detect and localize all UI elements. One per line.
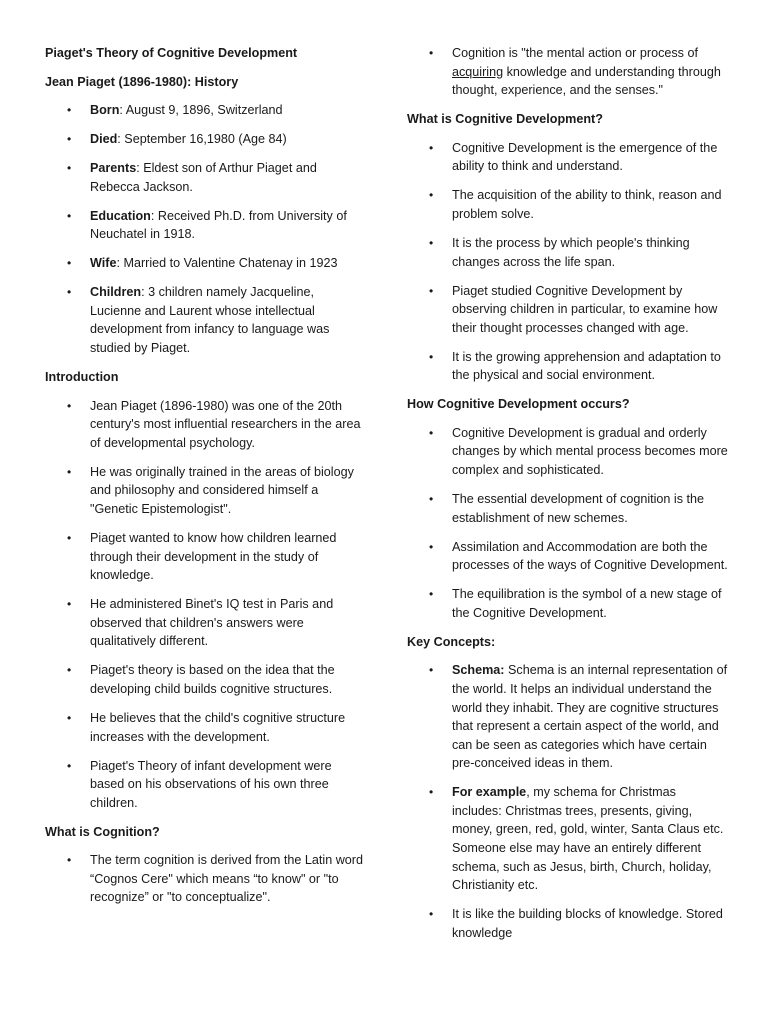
bullet-icon: • bbox=[429, 283, 434, 298]
bullet-icon: • bbox=[67, 208, 72, 223]
bullet-icon: • bbox=[67, 758, 72, 773]
list-item: • Piaget's Theory of infant development were based on his observations of his own three children. bbox=[67, 758, 332, 810]
bullet-icon: • bbox=[429, 188, 434, 203]
bullet-icon: • bbox=[67, 464, 72, 479]
bullet-icon: • bbox=[429, 492, 434, 507]
bullet-icon: • bbox=[67, 103, 72, 118]
cognition-heading: What is Cognition? bbox=[45, 824, 160, 839]
bullet-icon: • bbox=[67, 663, 72, 678]
document-title: Piaget's Theory of Cognitive Development bbox=[45, 46, 298, 60]
underlined-word: acquiring bbox=[452, 64, 504, 79]
bullet-icon: • bbox=[429, 587, 434, 602]
cognitive-development-list bbox=[407, 139, 729, 385]
bullet-icon: • bbox=[429, 785, 434, 800]
list-item: • The essential development of cognition is the establishment of new schemes. bbox=[429, 492, 705, 525]
list-item: • Born: August 9, 1896, Switzerland bbox=[45, 101, 365, 120]
bullet-icon: • bbox=[429, 425, 434, 440]
introduction-list bbox=[45, 397, 365, 813]
key-concepts-list bbox=[407, 661, 729, 942]
how-development-occurs-list bbox=[407, 424, 729, 623]
list-item: • He administered Binet's IQ test in Paris and observed that children's answers were qualitatively different. bbox=[67, 597, 334, 649]
history-heading: Jean Piaget (1896-1980): History bbox=[45, 74, 239, 89]
list-item: • It is like the building blocks of knowledge. Stored knowledge bbox=[429, 907, 723, 940]
bullet-icon: • bbox=[429, 349, 434, 364]
list-item: • Piaget wanted to know how children learned through their development in the study of knowledge. bbox=[67, 531, 337, 583]
history-list bbox=[45, 101, 365, 357]
list-item: • Children: 3 children namely Jacqueline, Lucienne and Laurent whose intellectual development from infancy to language was studied by Piaget. bbox=[67, 285, 330, 356]
bullet-icon: • bbox=[67, 531, 72, 545]
list-item: • Cognition is "the mental action or process of acquiring knowledge and understanding through thought, experience, and the senses." bbox=[429, 46, 721, 98]
key-concepts-heading: Key Concepts: bbox=[407, 634, 496, 649]
list-item: • The acquisition of the ability to think, reason and problem solve. bbox=[429, 188, 722, 221]
bullet-icon: • bbox=[429, 140, 434, 155]
bullet-icon: • bbox=[429, 46, 434, 60]
list-item: • Jean Piaget (1896-1980) was one of the 20th century's most influential researchers in the area of developmental psychology. bbox=[67, 398, 361, 450]
bullet-icon: • bbox=[67, 853, 72, 868]
list-item: • Wife: Married to Valentine Chatenay in 1923 bbox=[45, 254, 365, 273]
list-item: • He was originally trained in the areas of biology and philosophy and considered himself a "Genetic Epistemologist". bbox=[67, 464, 354, 517]
bullet-icon: • bbox=[67, 132, 72, 147]
bullet-icon: • bbox=[67, 398, 72, 413]
list-item: • The term cognition is derived from the Latin word “Cognos Cere" which means “to know" or "to recognize” or "to conceptualize". bbox=[67, 853, 363, 905]
list-item: • Piaget's theory is based on the idea that the developing child builds cognitive structures. bbox=[67, 663, 335, 696]
bullet-icon: • bbox=[67, 256, 72, 271]
cognition-list bbox=[45, 851, 365, 907]
left-column bbox=[45, 44, 365, 917]
bullet-icon: • bbox=[67, 710, 72, 725]
list-item: • Assimilation and Accommodation are both the processes of the ways of Cognitive Development. bbox=[429, 539, 728, 573]
list-item: • Piaget studied Cognitive Development by observing children in particular, to examine how their thought processes changed with age. bbox=[429, 283, 718, 335]
bullet-icon: • bbox=[67, 597, 72, 612]
list-item: • It is the process by which people's thinking changes across the life span. bbox=[429, 235, 690, 269]
cognition-definition-list bbox=[407, 44, 729, 100]
bullet-icon: • bbox=[429, 907, 434, 922]
how-development-occurs-heading: How Cognitive Development occurs? bbox=[407, 397, 630, 412]
list-item: • It is the growing apprehension and adaptation to the physical and social environment. bbox=[429, 349, 721, 383]
right-column bbox=[407, 44, 729, 953]
list-item: • Cognitive Development is the emergence of the ability to think and understand. bbox=[429, 140, 718, 174]
bullet-icon: • bbox=[67, 161, 72, 176]
list-item: • Cognitive Development is gradual and orderly changes by which mental process becomes more complex and sophisticated. bbox=[429, 425, 728, 478]
bullet-icon: • bbox=[67, 285, 72, 300]
list-item: • Education: Received Ph.D. from University of Neuchatel in 1918. bbox=[67, 208, 347, 242]
list-item: • Parents: Eldest son of Arthur Piaget and Rebecca Jackson. bbox=[67, 161, 317, 194]
bullet-icon: • bbox=[429, 235, 434, 250]
list-item: • Died: September 16,1980 (Age 84) bbox=[45, 130, 365, 149]
bullet-icon: • bbox=[429, 539, 434, 554]
list-item: • For example, my schema for Christmas includes: Christmas trees, presents, giving, money, green, red, gold, winter, Santa Claus etc. Someone else may have an entirely different schema, such as Jesus, birth, Church, holiday, Christianity etc. bbox=[429, 785, 724, 893]
introduction-heading: Introduction bbox=[45, 370, 119, 385]
bullet-icon: • bbox=[429, 663, 434, 678]
list-item: • The equilibration is the symbol of a new stage of the Cognitive Development. bbox=[429, 587, 722, 620]
list-item: • He believes that the child's cognitive structure increases with the development. bbox=[67, 710, 346, 744]
list-item: • Schema: Schema is an internal representation of the world. It helps an individual understand the world they inhabit. They are cognitive structures that represent a certain aspect of the world, and can be seen as categories which have certain pre-conceived ideas in them. bbox=[429, 663, 728, 771]
cognitive-development-heading: What is Cognitive Development? bbox=[407, 112, 603, 127]
